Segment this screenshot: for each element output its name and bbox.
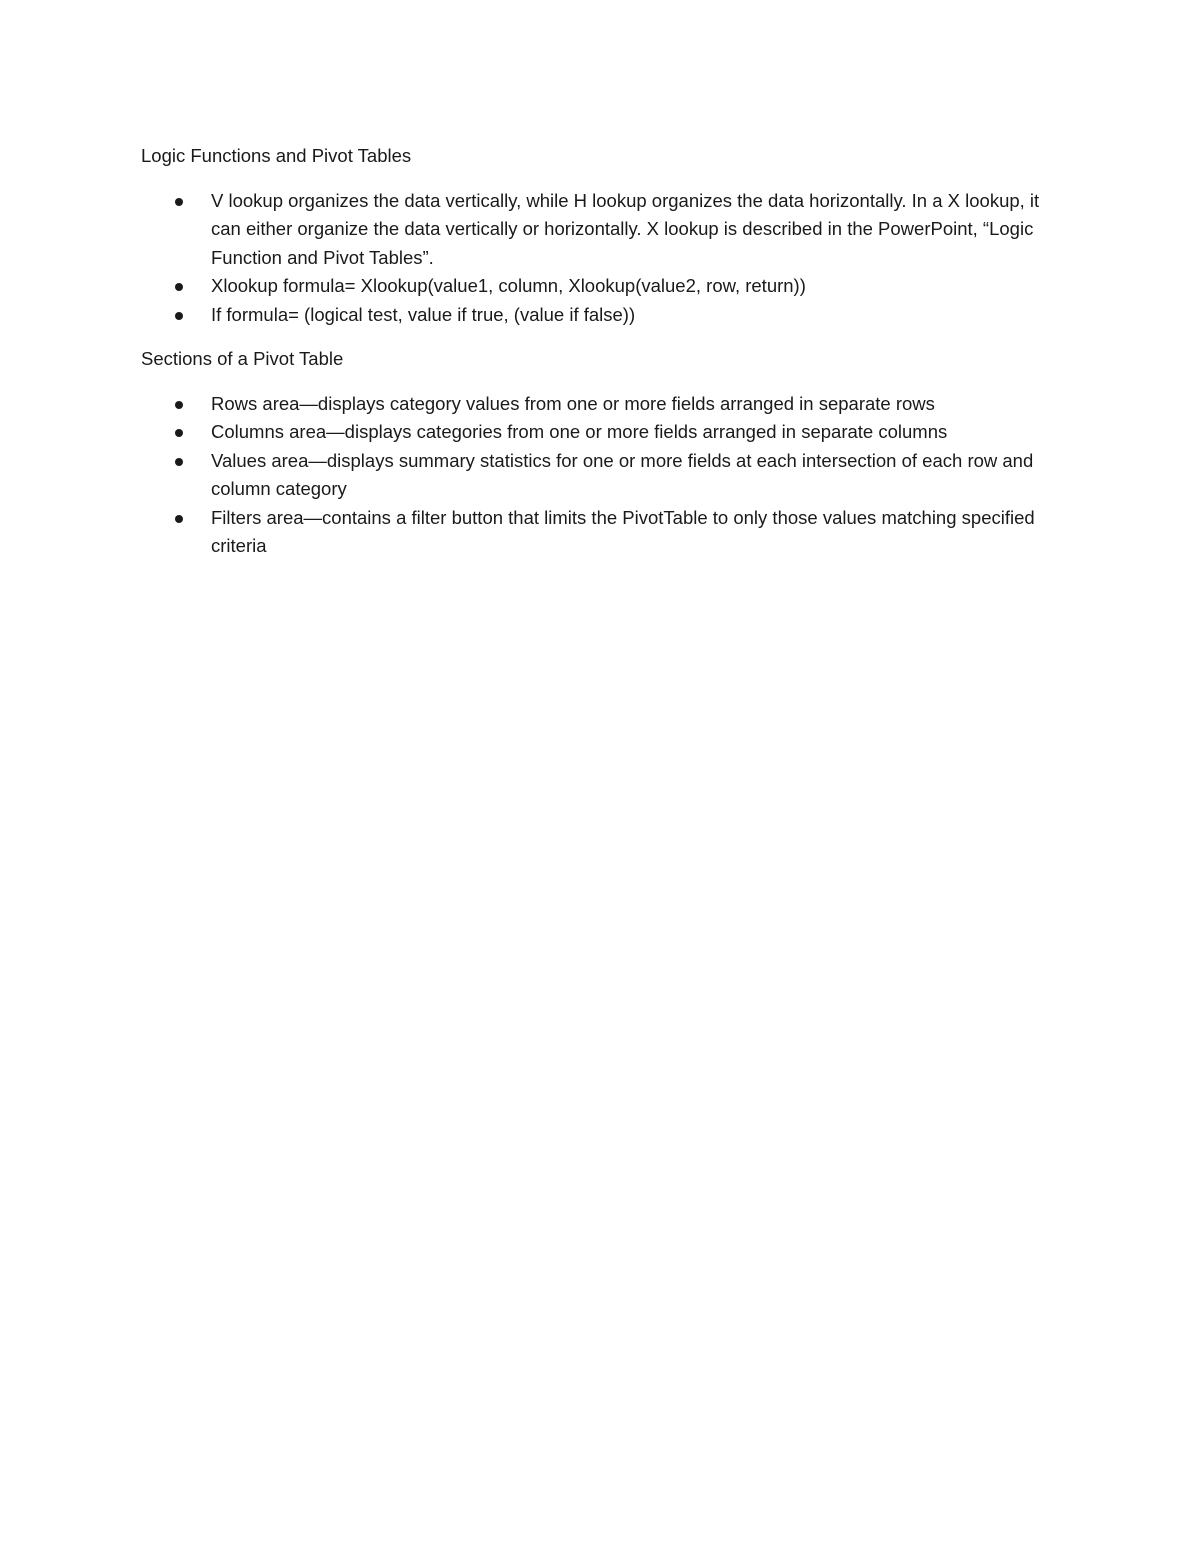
document-body: [141, 142, 1071, 561]
list-item-text: V lookup organizes the data vertically, while H lookup organizes the data horizontally. In a X lookup, it can either organize the data vertically or horizontally. X lookup is described in the PowerPoint, “Logic Function and Pivot Tables”.: [211, 189, 1040, 268]
list-item: [141, 390, 1071, 419]
list-item-text: Values area—displays summary statistics for one or more fields at each intersection of each row and column category: [211, 449, 1034, 499]
list-item: [141, 272, 1071, 301]
list-item: [141, 301, 1071, 330]
list-item-text: Columns area—displays categories from one or more fields arranged in separate columns: [211, 421, 948, 442]
list-item: [141, 187, 1071, 273]
list-item-text: Filters area—contains a filter button that limits the PivotTable to only those values matching specified criteria: [211, 506, 1035, 556]
bullet-icon: [175, 198, 183, 206]
bullet-icon: [175, 401, 183, 409]
section-heading-logic-functions: Logic Functions and Pivot Tables: [141, 145, 412, 166]
bullet-icon: [175, 283, 183, 291]
list-item-text: Rows area—displays category values from one or more fields arranged in separate rows: [211, 392, 935, 414]
section-heading-pivot-table: Sections of a Pivot Table: [141, 348, 344, 369]
list-item-text: Xlookup formula= Xlookup(value1, column, Xlookup(value2, row, return)): [211, 275, 806, 296]
list-item-text: If formula= (logical test, value if true, (value if false)): [211, 303, 636, 325]
bullet-icon: [175, 515, 183, 523]
list-item: [141, 418, 1071, 447]
bullet-icon: [175, 312, 183, 320]
pivot-table-sections-list: [141, 390, 1071, 561]
list-item: [141, 447, 1071, 504]
list-item: [141, 504, 1071, 561]
logic-functions-list: [141, 187, 1071, 330]
bullet-icon: [175, 458, 183, 466]
bullet-icon: [175, 429, 183, 437]
